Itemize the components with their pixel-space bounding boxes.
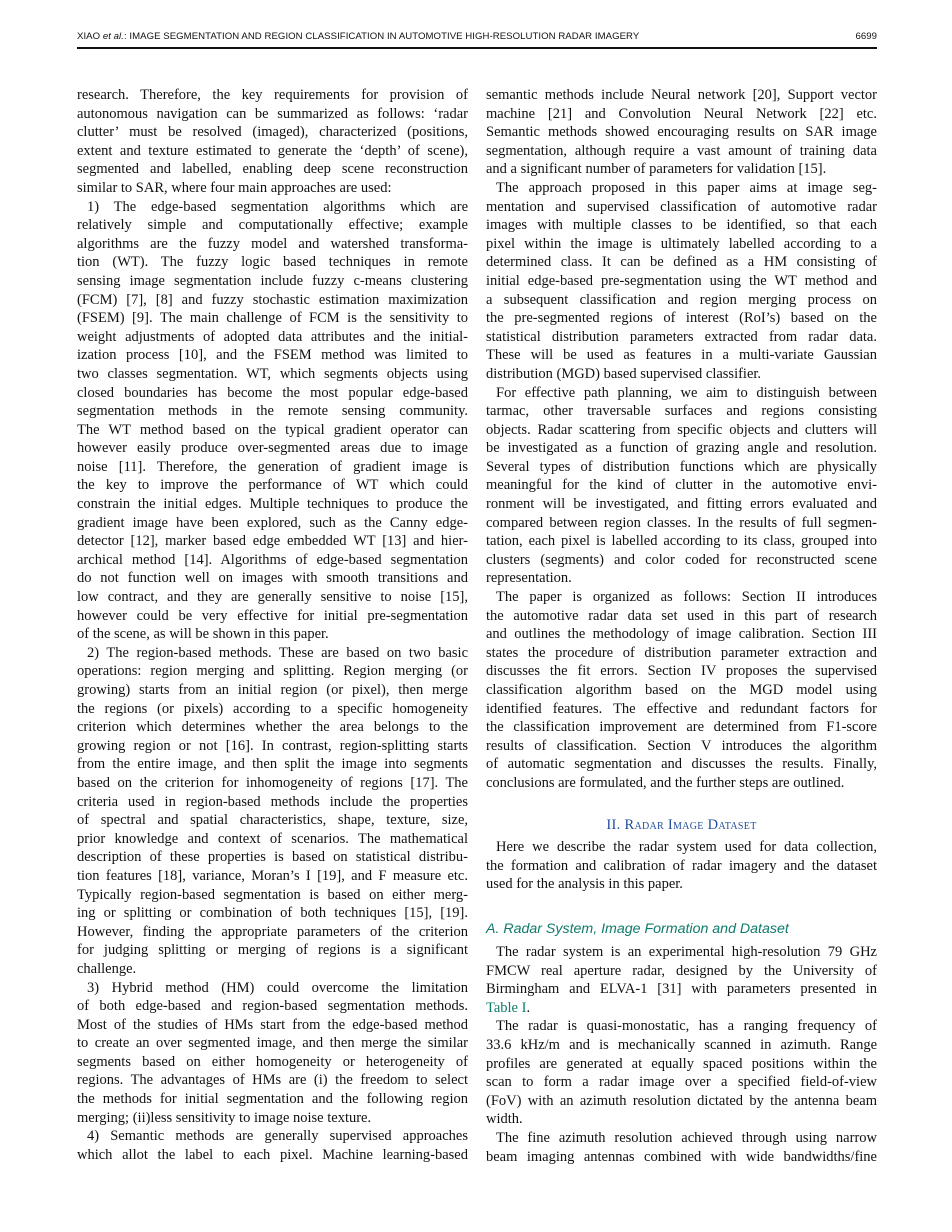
paragraph (486, 1017, 877, 1129)
text-line: scan to form a radar image over a specified field-of-view (486, 1074, 877, 1091)
text-line: challenge. (77, 960, 137, 977)
text-line: compared between region classes. In the results of full segmen- (486, 514, 877, 531)
text-line: The radar system is an experimental high-resolution 79 GHz (496, 944, 877, 961)
text-line: relatively simple and computationally effective; example (77, 217, 468, 234)
text-line: segmentation, although require a vast amount of training data (486, 142, 877, 159)
text-line: Birmingham and ELVA-1 [31] with parameters presented in (486, 981, 877, 998)
text-line: The fine azimuth resolution achieved through using narrow (496, 1129, 877, 1146)
header-rule (77, 47, 877, 49)
text-line: tion features [18], variance, Moran’s I [19], and F measure etc. (77, 867, 468, 884)
text-line: images with multiple classes to be identified, so that each (486, 217, 877, 234)
text-line: of spectral and spatial characteristics, shape, texture, size, (77, 812, 468, 829)
text-line: description of these properties is based on statistical distribu- (77, 849, 468, 866)
text-line: which allot the label to each pixel. Machine learning-based (77, 1146, 468, 1163)
text-line (486, 999, 877, 1018)
text-line: the methods for initial segmentation and the following region (77, 1091, 468, 1108)
text-line: two classes segmentation. WT, which segments objects using (77, 365, 468, 382)
text-line: for judging splitting or merging of regions is a significant (77, 942, 468, 959)
text-line: determined class. It can be defined as a HM consisting of (486, 254, 877, 271)
paragraph (77, 1127, 468, 1164)
text-line: ization process [10], and the FSEM method was limited to (77, 347, 468, 364)
text-line: segments based on either homogeneity or heterogeneity of (77, 1053, 468, 1070)
text-line: ing or splitting or combination of both techniques [15], [19]. (77, 905, 468, 922)
text-line: The WT method based on the typical gradient operator can (77, 421, 468, 438)
text-line: mentation and supervised classification of automotive radar (486, 198, 877, 215)
text-line: criterion which determines whether the area belongs to the (77, 719, 468, 736)
text-line: similar to SAR, where four main approaches are used: (77, 179, 392, 196)
text-line: representation. (486, 570, 572, 587)
text-line: Typically region-based segmentation is based on either merg- (77, 886, 468, 903)
paragraph (486, 179, 877, 384)
text-line: tion (WT). The fuzzy logic based techniques in remote (77, 254, 468, 271)
table-reference-link[interactable]: Table I (486, 999, 527, 1016)
text-line: Here we describe the radar system used for data collection, (496, 839, 877, 856)
text-line: the formation and calibration of radar imagery and the dataset (486, 857, 877, 874)
text-line: FMCW real aperture radar, designed by the University of (486, 962, 877, 979)
text-line: For effective path planning, we aim to distinguish between (496, 384, 877, 401)
text-line: classification algorithm based on the MGD model using (486, 682, 877, 698)
paragraph (486, 943, 877, 1017)
text-line: states the procedure of distribution parameter extraction and (486, 644, 877, 661)
text-line: (FCM) [7], [8] and fuzzy stochastic estimation maximization (77, 291, 468, 308)
text-line: Semantic methods showed encouraging results on SAR image (486, 124, 877, 141)
running-header-title: : IMAGE SEGMENTATION AND REGION CLASSIFICATION IN AUTOMOTIVE HIGH-RESOLUTION RADAR IMAGERY (123, 31, 640, 42)
running-header-etal: et al. (102, 31, 124, 42)
text-line: the pre-segmented regions of interest (RoI’s) based on the (486, 310, 877, 327)
text-line: merging; (ii)less sensitivity to image noise texture. (77, 1109, 372, 1126)
text-line: constrain the initial edges. Multiple techniques to produce the (77, 496, 468, 513)
text-line: a subsequent classification and region merging process on (486, 291, 877, 308)
paragraph (486, 384, 877, 589)
text-line: meaningful for the kind of clutter in the automotive envi- (486, 477, 877, 494)
text-line: of both edge-based and region-based segmentation methods. (77, 998, 468, 1015)
text-line: the classification improvement are determined from F1-score (486, 719, 877, 736)
running-header (77, 31, 877, 42)
text-line: tation, each pixel is labelled according to its class, grouped into (486, 533, 877, 550)
paragraph (77, 644, 468, 979)
text-line: segmented and labelled, enabling deep scene reconstruction (77, 161, 468, 178)
text-line: growing region or not [16]. In contrast, region-splitting starts (77, 737, 468, 754)
text-line: growing) starts from an initial region (or pixel), then merge (77, 682, 468, 698)
text-line: ronment will be investigated, and fitting errors evaluated and (486, 496, 877, 513)
text-line: machine [21] and Convolution Neural Network [22] etc. (486, 105, 877, 122)
text-line: of the scene, as will be shown in this paper. (77, 626, 329, 643)
text-line: width. (486, 1111, 523, 1128)
text-line: 1) The edge-based segmentation algorithms which are (87, 198, 468, 215)
text-line: from the entire image, and then split the image into segments (77, 756, 468, 773)
text-line: and a significant number of parameters for validation [15]. (486, 161, 827, 178)
text-line: algorithms are the fuzzy model and watershed transforma- (77, 235, 468, 252)
text-line: extent and texture estimated to generate the ‘depth’ of scene), (77, 142, 468, 159)
text-line: clusters (segments) and color coded for reconstructed scene (486, 551, 877, 568)
text-line: operations: region merging and splitting. Region merging (or (77, 663, 468, 680)
text-line: initial edge-based pre-segmentation using the WT method and (486, 272, 877, 289)
text-line: regions. The advantages of HMs are (i) the freedom to select (77, 1072, 468, 1089)
text-line: (FoV) with an azimuth resolution dictated by the antenna beam (486, 1092, 877, 1109)
text-line: based on the criterion for inhomogeneity of regions [17]. The (77, 774, 468, 791)
text-line: 3) Hybrid method (HM) could overcome the limitation (87, 979, 468, 996)
text-line: the regions (or pixels) according to a specific homogeneity (77, 700, 468, 717)
paragraph (486, 838, 877, 894)
paragraph (77, 979, 468, 1128)
text-line: beam imaging antennas combined with wide bandwidths/fine (486, 1148, 877, 1165)
paragraph (486, 86, 877, 179)
text-line: the automotive radar data set used in this part of research (486, 607, 877, 624)
text-line: and outlines the methodology of image calibration. Section III (486, 626, 877, 643)
text-line: identified features. The effective and redundant factors for (486, 700, 877, 717)
left-column (77, 86, 468, 1164)
text-line: however easily produce over-segmented areas due to image (77, 440, 468, 457)
text-line: conclusions are formulated, and the further steps are outlined. (486, 774, 845, 791)
text-line: detector [12], marker based edge embedded WT [13] and hier- (77, 533, 468, 550)
paragraph (77, 198, 468, 644)
running-header-author: XIAO (77, 31, 103, 42)
text-line: clutter’ must be resolved (imaged), characterized (positions, (77, 124, 468, 141)
text-line: archical method [14]. Algorithms of edge-based segmentation (77, 551, 468, 568)
subsection-heading: A. Radar System, Image Formation and Dataset (486, 920, 789, 937)
text-line: results of classification. Section V introduces the algorithm (486, 737, 877, 754)
text-line: semantic methods include Neural network [20], Support vector (486, 87, 877, 103)
text-line: profiles are generated at equally spaced positions within the (486, 1055, 877, 1072)
text-line: (FSEM) [9]. The main challenge of FCM is the sensitivity to (77, 310, 468, 327)
text-line: 33.6 kHz/m and is mechanically scanned in azimuth. Range (486, 1037, 877, 1053)
text-line: do not function well on images with smooth transitions and (77, 570, 468, 587)
text-line: closed boundaries has become the most popular edge-based (77, 384, 468, 401)
punctuation: . (526, 999, 531, 1016)
paragraph (486, 588, 877, 793)
text-line: The paper is organized as follows: Section II introduces (496, 589, 877, 606)
text-line: discusses the fit errors. Section IV proposes the supervised (486, 663, 877, 680)
section-heading: II. Radar Image Dataset (606, 816, 757, 833)
text-line: segmentation methods in the remote sensing community. (77, 403, 468, 420)
text-line: to create an over segmented image, and then merge the similar (77, 1035, 468, 1052)
text-line: The approach proposed in this paper aims at image seg- (496, 179, 877, 196)
text-line: pixel within the image is ultimately labelled according to a (486, 235, 877, 252)
text-line: of automatic segmentation and discusses the results. Finally, (486, 756, 877, 773)
page-number: 6699 (855, 31, 877, 42)
text-line: gradient image have been explored, such as the Canny edge- (77, 514, 468, 531)
text-line: criteria used in region-based methods include the properties (77, 793, 468, 810)
text-line: weight adjustments of adopted data attributes and the initial- (77, 328, 468, 345)
text-line: research. Therefore, the key requirements for provision of (77, 87, 468, 103)
text-line: the key to improve the performance of WT which could (77, 477, 468, 494)
right-column (486, 86, 877, 1166)
text-line: sensing image segmentation include fuzzy c-means clustering (77, 272, 468, 289)
text-line: used for the analysis in this paper. (486, 876, 683, 893)
text-line: 2) The region-based methods. These are based on two basic (87, 644, 468, 661)
text-line: prior knowledge and context of scenarios. The mathematical (77, 830, 468, 847)
paragraph (77, 86, 468, 198)
text-line: Several types of distribution functions which are physically (486, 458, 877, 475)
text-line: objects. Radar scattering from specific objects and clutters will (486, 421, 877, 438)
text-line: distribution (MGD) based supervised classifier. (486, 365, 762, 382)
text-line: be investigated as a function of grazing angle and resolution. (486, 440, 877, 457)
text-line: These will be used as features in a multi-variate Gaussian (486, 347, 877, 364)
text-line: Most of the studies of HMs start from the edge-based method (77, 1016, 468, 1033)
text-line: however could be very effective for initial pre-segmentation (77, 607, 468, 624)
text-line: tarmac, other traversable surfaces and regions consisting (486, 403, 877, 420)
text-line: noise [11]. Therefore, the generation of gradient image is (77, 458, 468, 475)
text-line: The radar is quasi-monostatic, has a ranging frequency of (496, 1018, 877, 1035)
text-line: low contract, and they are generally sensitive to noise [15], (77, 589, 468, 606)
text-line: statistical distribution parameters extracted from radar data. (486, 328, 877, 345)
paragraph (486, 1129, 877, 1166)
text-line: However, finding the appropriate parameters of the criterion (77, 923, 468, 940)
text-line: 4) Semantic methods are generally supervised approaches (87, 1128, 468, 1145)
text-line: autonomous navigation can be summarized as follows: ‘radar (77, 105, 468, 122)
